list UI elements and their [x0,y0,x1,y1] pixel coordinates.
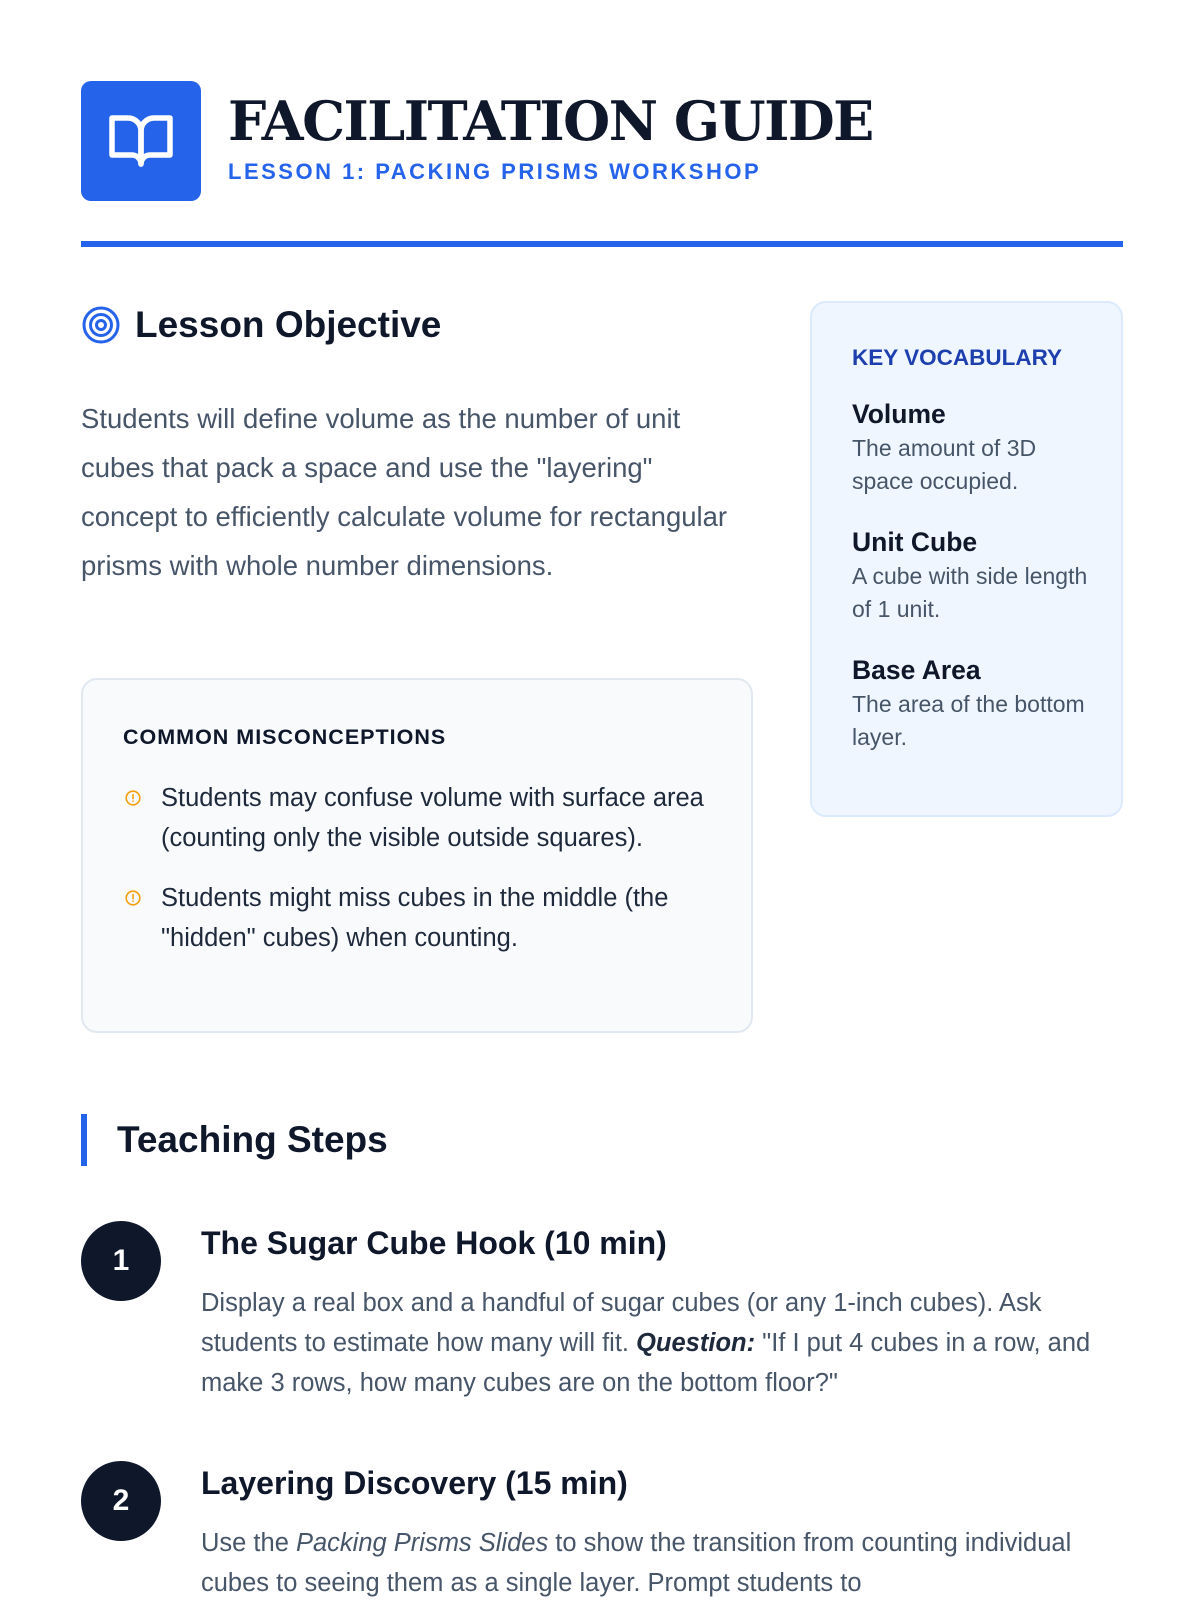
target-icon [81,305,121,345]
misconceptions-list [123,778,713,978]
vocab-entry-volume [852,396,1101,498]
alert-circle-icon [125,890,141,906]
objective-heading [81,304,441,346]
teaching-steps-title: Teaching Steps [117,1119,388,1160]
step-text: Display a real box and a handful of sugar cubes (or any 1-inch cubes). Ask students to estimate how many will fit. [201,1289,1042,1357]
vocab-term: Volume [852,399,946,429]
vocab-entry-base-area [852,652,1101,754]
vocab-definition: The area of the bottom layer. [852,691,1085,750]
step-number-badge: 1 [81,1221,161,1301]
vocabulary-heading: KEY VOCABULARY [852,345,1063,370]
step-description [201,1283,1121,1403]
step-description [201,1523,1121,1603]
step-title: The Sugar Cube Hook (10 min) [201,1225,667,1261]
list-item [123,778,713,858]
alert-circle-icon [125,790,141,806]
open-book-icon [81,81,201,201]
list-item [123,878,713,958]
section-accent-bar [81,1114,87,1166]
teaching-steps-heading [81,1114,388,1166]
objective-text: Students will define volume as the number of unit cubes that pack a space and use the "layering" concept to efficiently calculate volume for rectangular prisms with whole number dimensions. [81,403,728,581]
vocab-definition: A cube with side length of 1 unit. [852,563,1088,622]
step-emphasis: Packing Prisms Slides [295,1529,549,1557]
misconception-text: Students might miss cubes in the middle (the "hidden" cubes) when counting. [161,884,669,952]
step-text: to show the transition from counting individual cubes to seeing them as a single layer. Prompt students to [201,1529,1072,1597]
step-text: "If I put 4 cubes in a row, and make 3 rows, how many cubes are on the bottom floor?" [201,1329,1091,1397]
vocab-definition: The amount of 3D space occupied. [852,435,1037,494]
step-text: Use the [201,1529,296,1557]
vocab-term: Base Area [852,655,981,685]
vocab-entry-unit-cube [852,524,1101,626]
misconception-text: Students may confuse volume with surface area (counting only the visible outside squares). [161,784,704,852]
step-title: Layering Discovery (15 min) [201,1465,628,1501]
vocabulary-card [810,301,1123,817]
page-title: FACILITATION GUIDE [228,89,873,153]
vocab-term: Unit Cube [852,527,978,557]
step-number-badge: 2 [81,1461,161,1541]
header-divider [81,241,1123,247]
lesson-subtitle: LESSON 1: PACKING PRISMS WORKSHOP [228,159,762,184]
misconceptions-heading: COMMON MISCONCEPTIONS [123,725,447,749]
objective-title: Lesson Objective [135,304,442,345]
misconceptions-card [81,678,753,1033]
step-emphasis: Question: [636,1329,756,1357]
